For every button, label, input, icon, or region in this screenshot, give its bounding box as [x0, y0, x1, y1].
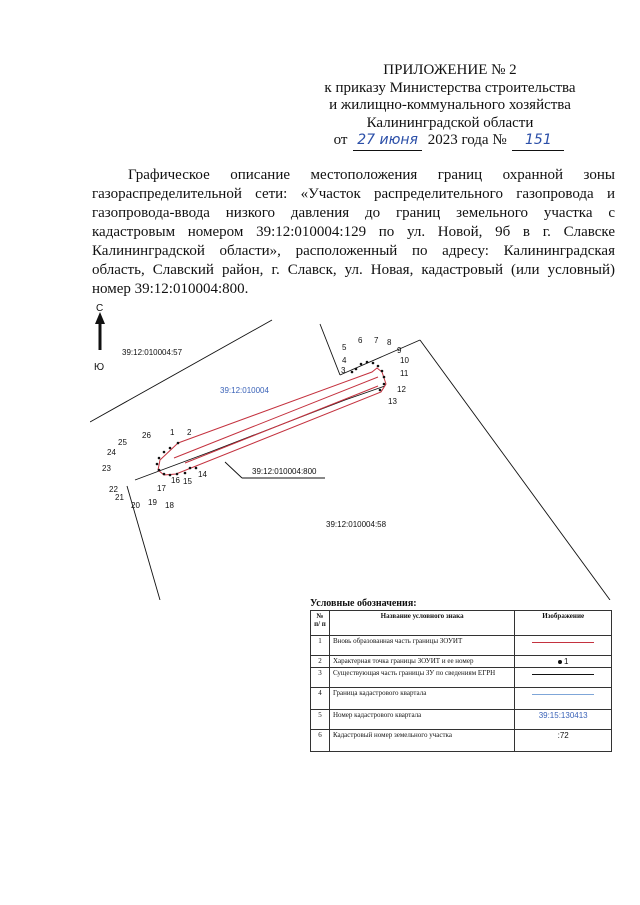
legend-row-name: Номер кадастрового квартала [329, 710, 514, 730]
appendix-header [300, 62, 600, 151]
legend-row-name: Вновь образованная часть границы ЗОУИТ [329, 636, 514, 656]
boundary-point [158, 457, 161, 460]
legend-title: Условные обозначения: [310, 598, 417, 609]
point-label-1: 1 [170, 428, 175, 437]
point-label-13: 13 [388, 397, 397, 406]
boundary-point [366, 361, 369, 364]
point-label-24: 24 [107, 448, 116, 457]
date-middle: 2023 года № [427, 132, 507, 148]
parcel-800-label: 39:12:010004:800 [252, 467, 317, 476]
boundary-point [195, 467, 198, 470]
parcel-57-label: 39:12:010004:57 [122, 348, 183, 357]
appendix-line-3: Калининградской области [366, 114, 534, 131]
appendix-title: ПРИЛОЖЕНИЕ № 2 [383, 62, 517, 78]
parcel-58-label: 39:12:010004:58 [326, 520, 387, 529]
legend-sample-point [515, 656, 612, 668]
point-label-5: 5 [342, 343, 347, 352]
point-label-12: 12 [397, 385, 406, 394]
parcel-boundaries [90, 320, 610, 600]
appendix-line-1: к приказу Министерства строительства [324, 79, 576, 96]
legend-table [310, 610, 612, 752]
point-dot-icon [558, 660, 562, 664]
point-label-3: 3 [341, 366, 346, 375]
point-label-15: 15 [183, 477, 192, 486]
boundary-point [351, 371, 354, 374]
appendix-date-line [300, 132, 600, 151]
boundary-line [420, 340, 610, 600]
legend-row-num: 4 [311, 688, 330, 710]
legend-row [311, 668, 612, 688]
zone-inner-line [185, 386, 378, 463]
boundary-point [158, 469, 161, 472]
point-label-14: 14 [198, 470, 207, 479]
point-label-21: 21 [115, 493, 124, 502]
legend-row [311, 636, 612, 656]
legend-col-image: Изображение [515, 611, 612, 636]
boundary-line [90, 320, 272, 422]
handwritten-date: 27 июня [353, 132, 422, 151]
boundary-point [176, 473, 179, 476]
description-text: Графическое описание местоположения границ охранной зоны газораспределительной сети: «Участок распределительного газопровода и газопровода-ввода низкого давления до границ земельного участка с кадастровым номером 39:12:010004:129 по ул. Новой, 9б в г. Славске Калининградской области», расположенный по адресу: Калининградская область, Славский район, г. Славск, ул. Новая, кадастровый (или условный) номер 39:12:010004:800. [92, 167, 615, 297]
description-paragraph [92, 166, 615, 299]
date-prefix: от [333, 132, 348, 148]
sample-black-line [532, 674, 594, 675]
point-label-17: 17 [157, 484, 166, 493]
zone-axis [174, 377, 378, 458]
legend-sample-quarter-number [515, 710, 612, 730]
point-label-23: 23 [102, 464, 111, 473]
boundary-point [169, 447, 172, 450]
boundary-point [163, 473, 166, 476]
south-label: Ю [94, 362, 105, 373]
legend-row [311, 656, 612, 668]
boundary-point [383, 376, 386, 379]
boundary-line [320, 324, 340, 375]
point-label-18: 18 [165, 501, 174, 510]
north-label: С [96, 303, 104, 314]
boundary-point [184, 472, 187, 475]
legend-row-num: 1 [311, 636, 330, 656]
boundary-point [372, 362, 375, 365]
sample-parcel-number: :72 [557, 731, 569, 740]
boundary-point [360, 363, 363, 366]
legend-row-name: Характерная точка границы ЗОУИТ и ее номер [329, 656, 514, 668]
boundary-point [355, 368, 358, 371]
point-label-2: 2 [187, 428, 192, 437]
sample-blue-line [532, 694, 594, 695]
boundary-point [177, 442, 180, 445]
boundary-point [379, 389, 382, 392]
boundary-point [377, 365, 380, 368]
legend-row [311, 730, 612, 752]
north-arrow [95, 312, 105, 350]
point-label-22: 22 [109, 485, 118, 494]
point-label-25: 25 [118, 438, 127, 447]
legend-col-name: Название условного знака [329, 611, 514, 636]
legend-row-name: Существующая часть границы ЗУ по сведениям ЕГРН [329, 668, 514, 688]
parcel-800-leader [225, 462, 242, 478]
legend-row [311, 710, 612, 730]
legend-row [311, 688, 612, 710]
appendix-line-2: и жилищно-коммунального хозяйства [329, 97, 571, 113]
boundary-point [381, 370, 384, 373]
map-canvas [90, 300, 630, 600]
point-label-9: 9 [397, 346, 402, 355]
cadastral-map [90, 300, 630, 600]
legend-col-num: № п/ п [311, 611, 330, 636]
sample-point-number: 1 [563, 657, 569, 666]
legend-sample-quarter-boundary [515, 688, 612, 710]
point-label-6: 6 [358, 336, 363, 345]
point-label-19: 19 [148, 498, 157, 507]
point-label-7: 7 [374, 336, 379, 345]
sample-quarter-number: 39:15:130413 [538, 711, 588, 720]
point-label-11: 11 [400, 369, 409, 378]
legend-row-num: 5 [311, 710, 330, 730]
sample-red-line [532, 642, 594, 643]
legend-row-num: 6 [311, 730, 330, 752]
legend-header-row [311, 611, 612, 636]
legend [310, 598, 612, 752]
point-label-10: 10 [400, 356, 409, 365]
point-label-26: 26 [142, 431, 151, 440]
point-label-20: 20 [131, 501, 140, 510]
legend-row-name: Кадастровый номер земельного участка [329, 730, 514, 752]
legend-row-name: Граница кадастрового квартала [329, 688, 514, 710]
point-label-16: 16 [171, 476, 180, 485]
boundary-point [383, 383, 386, 386]
legend-sample-zone-boundary [515, 636, 612, 656]
boundary-point [189, 467, 192, 470]
point-labels [102, 336, 409, 510]
legend-sample-parcel-number [515, 730, 612, 752]
boundary-point [163, 451, 166, 454]
legend-row-num: 2 [311, 656, 330, 668]
boundary-point [156, 463, 159, 466]
legend-row-num: 3 [311, 668, 330, 688]
handwritten-number: 151 [512, 132, 564, 151]
point-label-8: 8 [387, 338, 392, 347]
point-label-4: 4 [342, 356, 347, 365]
legend-sample-existing-boundary [515, 668, 612, 688]
quarter-label: 39:12:010004 [220, 386, 269, 395]
